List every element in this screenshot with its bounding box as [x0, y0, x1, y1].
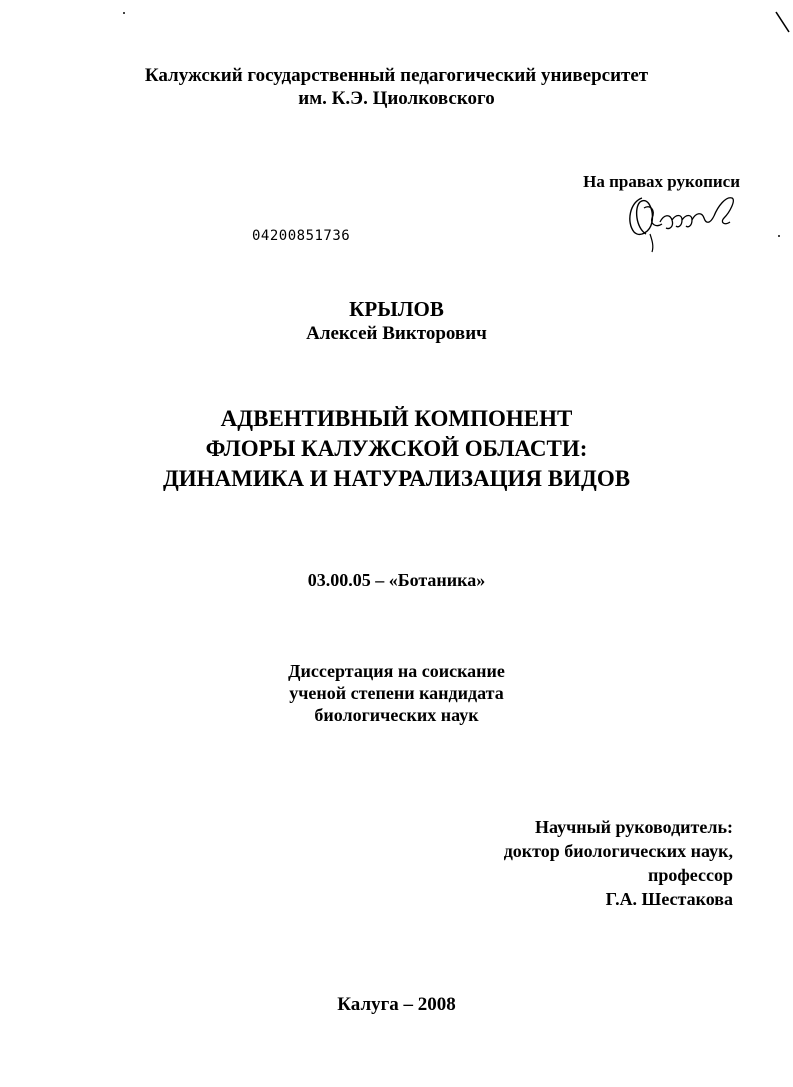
handwritten-signature-icon — [620, 188, 740, 254]
specialty-code: 03.00.05 – «Ботаника» — [307, 570, 486, 590]
title-line: АДВЕНТИВНЫЙ КОМПОНЕНТ — [220, 406, 573, 431]
manuscript-note: На правах рукописи — [583, 172, 740, 191]
scan-speck — [123, 12, 125, 14]
degree-line: ученой степени кандидата — [289, 683, 504, 703]
author-given-names: Алексей Викторович — [306, 323, 487, 344]
scan-corner-mark-icon — [773, 10, 793, 36]
degree-line: Диссертация на соискание — [288, 661, 505, 681]
author-surname: КРЫЛОВ — [349, 297, 444, 321]
serial-number: 04200851736 — [252, 228, 351, 244]
scan-speck — [778, 235, 780, 237]
university-named-after: им. К.Э. Циолковского — [298, 88, 495, 109]
advisor-degree: доктор биологических наук, — [503, 841, 733, 861]
degree-line: биологических наук — [314, 705, 479, 725]
title-line: ДИНАМИКА И НАТУРАЛИЗАЦИЯ ВИДОВ — [162, 466, 631, 491]
title-line: ФЛОРЫ КАЛУЖСКОЙ ОБЛАСТИ: — [205, 436, 588, 461]
city-year: Калуга – 2008 — [337, 994, 456, 1015]
advisor-rank: профессор — [647, 865, 733, 885]
university-header — [0, 64, 793, 110]
dissertation-title — [0, 404, 793, 494]
scientific-advisor — [440, 815, 733, 911]
university-name: Калужский государственный педагогический университет — [144, 65, 649, 86]
dissertation-degree — [0, 660, 793, 726]
advisor-name: Г.А. Шестакова — [605, 889, 733, 909]
advisor-label: Научный руководитель: — [535, 817, 733, 837]
